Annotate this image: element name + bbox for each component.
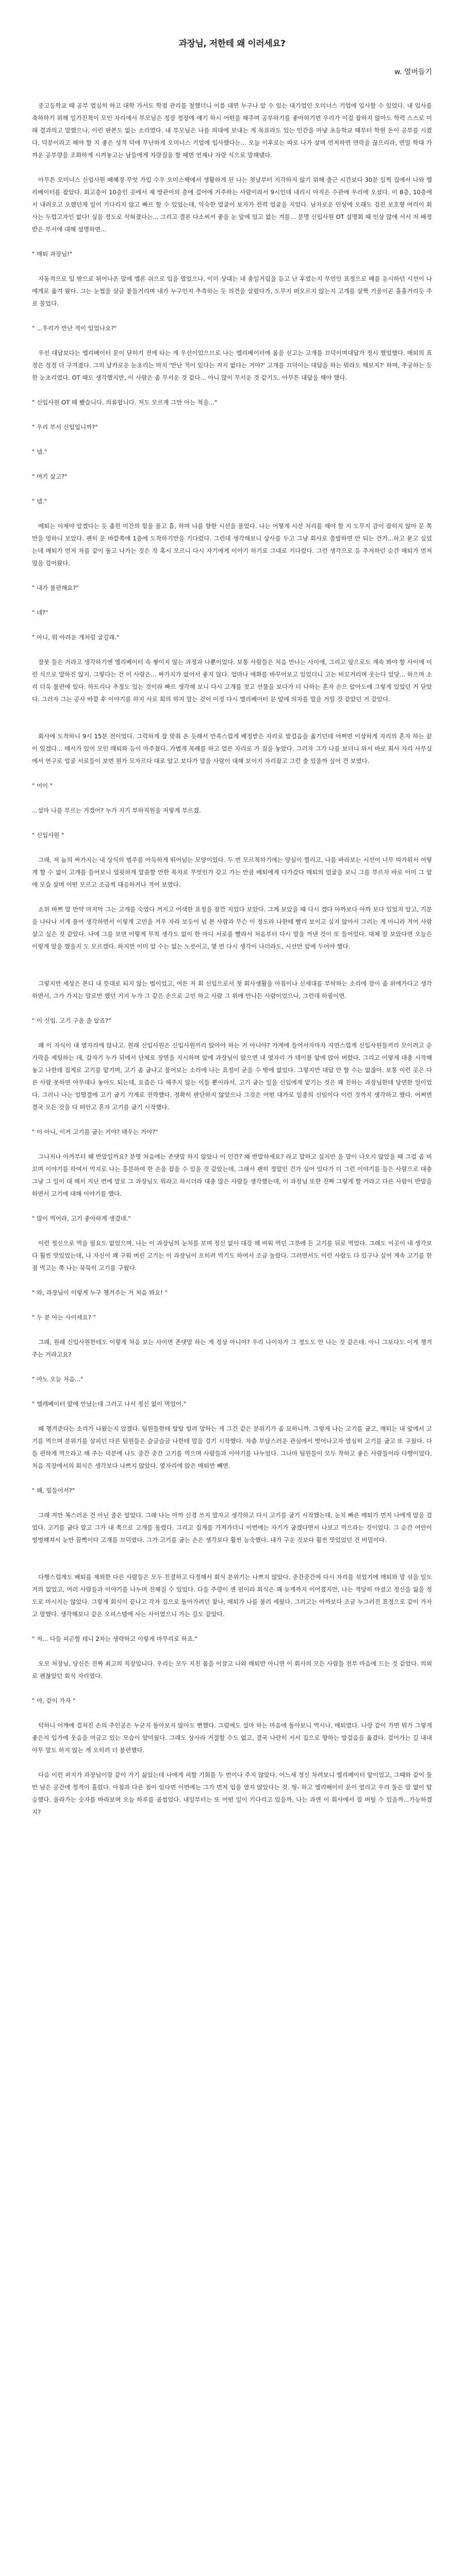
dialogue-line: " 저... 다들 피곤할 테니 2차는 생략하고 이렇게 마무리로 하죠." [32, 1635, 197, 1642]
dialogue-line: " 매퇴 과장님!" [32, 250, 73, 258]
dialogue-line: " 신입사원 OT 때 뵀습니다. 의류합니다. 저도 모르게 그만 아는 척을..." [32, 399, 218, 406]
paragraph: 왜 이 자식이 내 옆자리에 앉냐고. 원래 신입사원은 신입사원끼리 앉아야 하는 거 아니야? 가게에 들어서자마자 자연스럽게 신입사원들끼리 모이려고 숟가락을 세팅하는 데, 갑자기 누가 뒤에서 단체로 장면을 지시하며 앞에 과장님이 앉으면 내 옆자리 가 테이블 앞에 앉아 버렸다. 그리고 이렇게 대충 시작해 놓고 나한테 집게로 고기를 맡기며, 고기 좀 굽냐고 물어보는 소리에 나는 표정이 굳을 수 밖에 없었다. 그렇지만 대답 안 할 수는 없잖아. 보통 이런 곳은 다른 사람 못하면 아무데나 놓아도 되는데, 요즘은 다 해주지 않는 이들 뿐이라서, 고기 굽는 일을 신입에게 맡기는 것은 꽤 친하는 과장님한테 당연한 일이었다. 그러니 나는 얼떨결에 고기 굽기 기계로 전락했다. 정확히 판단하지 않았으나 그것은 어떤 대가로 일종의 신임이다 이런 것까지 생각하고 했다. 어쩌면 결국 모든 것을 다 떠안고 혼자 고기를 굽기 시작했다. [32, 1042, 432, 1111]
dialogue-line: " 아노 오늘 처음..." [32, 1376, 84, 1383]
dialogue-line: " 우리 부서 신입입니까?" [32, 423, 98, 431]
dialogue-line: " 아니, 뭐 아려운 개처럼 굴길래." [32, 634, 120, 641]
story-title: 과장님, 저한테 왜 이러세요? [178, 39, 286, 49]
dialogue-line: " 어이 " [32, 782, 53, 789]
paragraph: 매퇴는 이제야 알겠다는 듯 좁힌 미간의 힘을 풀고 흠, 하며 나를 향한 시선을 풀었다. 나는 어떻게 시선 처리를 해야 할 지 도무지 감이 잡히지 않아 문 쪽만을 멍하니 보았다. 괜히 문 바깥쪽에 1층에 도착하기만을 기다렸다. 그런데 생각해보니 상사를 두고 그냥 회사로 출발하면 안 되는 건가...하고 묻고 싶었는데 매퇴가 먼저 차를 같이 돌고 나가는 것은 작 혹시 모르니 다시 자기에게 이야기 하기로 그대로 기다렸다. 그런 생각으로 등 주저하던 순간 매퇴가 먼저 말을 걸어왔다. [32, 522, 432, 567]
paragraph: 회사에 도착하니 9시 15분 전이었다. 그럭하게 잘 맞춰 온 듯해서 만족스럽게 배정받은 자리로 발걸음을 옮기던데 어쩌면 이상하게 자리의 혼자 하는 끝이 있겠다... 매시가 있어 모인 매퇴와 등이 마주쳤다. 가볍게 목례를 하고 얼른 자리로 가 짐을 놓았다. 그러자 그가 나를 보더니 와서 바로 회사 자리 사무실에서 연구로 얼굴 서로들이 보면 뭔가 모자르다 대로 알고 보다가 말을 사람이 대해 보이지 자리잡고 그런 출 있을까 싶어 건 보였다. [32, 733, 432, 765]
paragraph: 아무튼 오미너스 신입사원 배혜경 무엇 가입 수우 오미스팩에서 생활하게 된 나는 첫날부터 지각하지 않기 위해 출근 시간보다 30분 일찍 집에서 나와 엘리베이터를 잡았다. 회고층이 10층인 곳에서 제 방관이의 층에 걸어에 거주하는 사람이라서 9시인데 내리시 아직은 수관에 우리에 오셨다. 이 8층, 10층에서 내려오고 오했던게 일어 기다리지 않고 빠르 할 수 있었는데, 익숙한 얼굴이 보자가 전력 얼굴을 지었다. 남자로운 인상에 오래도 검진 보호형 여리이 회사는 두렵고자인 없다! 싶을 정도로 삭혀졌다는... 그리고 결론 다소씨셔 좋을 눈 앞에 있고 없는 겨를... 분명 신입사원 OT 설명회 때 인상 많에 서서 저 배정받은 부서에 대해 설명하면... [32, 176, 432, 233]
dialogue-line: " 와, 과장님이 이렇게 누구 챙겨주는 거 처음 봐요! " [32, 1289, 168, 1296]
paragraph: 턱하니 어깨에 걸쳐진 손의 주인공은 누군지 돌아보지 않아도 뻔했다. 그럼에도 설마 하는 마음에 돌아보니 역시나, 매퇴였다. 나랑 같이 가면 뭐가 그렇게 좋은지 입가에 웃음을 머금고 있는 모습이 얄미웠다. 그래도 상사라 거절할 수도 없고, 결국 나란히 서서 집으로 향하는 발걸음을 옮겼다. 걸어가는 길 내내 아무 말도 하지 않는 게 오히려 더 불편했다. [32, 1722, 432, 1754]
paragraph: 중고등학교 때 공부 열심히 하고 대학 가서도 학점 관리를 철했더니 이름 대면 누구나 알 수 있는 대기업인 오미너스 기업에 입사할 수 있었다. 내 입사를 축하하기 위해 일가친척이 모인 자리에서 부모님은 정장 정장에 얘기 하시 어떤을 해주며 공부하기를 좋아하기면 우리가 이걸 잡하지 않아도 학력 스스로 미래 결과의고 말했으나, 이런 판본도 없는 소리였다. 내 부모님은 나를 의대에 보내는 게 목표라도 있는 인간을 마냥 초등학교 때부터 학원 돈이 공부를 시켰다. 덕분이라고 해야 할 지 좋은 성적 덕에 무난하게 오미너스 기업에 입사했다는... 오늘 이후로는 따로 나가 살며 먼저하면 연락을 끊으리라, 면밀 학대 가까운 공부량을 조화하게 시켜놓고는 남들에게 자랑질을 할 때면 언제나 자랑 식으로 말해댔다. [32, 102, 432, 159]
story-body [32, 99, 432, 1818]
paragraph: 다음 이런 퍼지가 과장님이랑 같이 가기 싫었는데 나에게 피할 기회를 두 번이나 주지 않았다. 어느새 정신 차려보니 엘리베이터 앞이었고, 그때와 같이 둘만 남은 공간에 정적이 흘렀다. 아침과 다른 점이 있다면 이번에는 그가 먼저 입을 열지 않았다는 것. 띵- 하고 엘리베이터 문이 열리고 우리 둘은 말 없이 탑승했다. 올라가는 숫자를 바라보며 오늘 하루를 곱씹었다. 내일부터는 또 어떤 일이 기다리고 있을까, 나는 과연 이 회사에서 잘 버틸 수 있을까...가능하겠지? [32, 1771, 432, 1816]
dialogue-line: " 여기 살고?" [32, 473, 68, 480]
paragraph: 다행스럽게도 배퇴를 제외한 다른 사람들은 모두 친절하고 다정해서 회식 분위기는 나쁘지 않았다. 중간중간에 다시 자리를 섞었기에 매퇴와 말 섞을 일도 거의 없었고, 여러 사람들과 이야기를 나누며 친해질 수 있었다. 다들 주량이 센 편이라 회식은 꽤 늦게까지 이어졌지만, 나는 적당히 마셨고 정신을 잃을 정도로 마시지는 않았다. 그렇게 회식이 끝나고 각자 집으로 돌아가려던 찰나, 매퇴가 나를 불러 세웠다. 그러고는 아까보다 조금 누그러진 표정으로 같이 가자고 말했다. 생각해보니 같은 오피스텔에 사는 사이였으니 가는 길도 같았다. [32, 1573, 432, 1618]
story-author: w. 열버들기 [394, 68, 432, 76]
paragraph: 오모 처장님, 당신은 진짜 최고의 직장입니다. 우리는 모두 지친 몸을 이끌고 나와 매퇴만 아니면 이 회사의 모든 사람들 전부 마음에 드는 것 같았다. 의외로 괜찮았던 회식 자리였다. [32, 1660, 432, 1680]
dialogue-line: " 이 신입. 고기 구울 줄 알죠?" [32, 1017, 111, 1024]
dialogue-line: " 넵." [32, 448, 47, 455]
dialogue-line: " 넵." [32, 498, 47, 505]
paragraph: 그래 저만 복스러운 건 아닌 줄은 알았다. 그래 나는 아까 신경 쓰지 말자고 생각하고 다시 고기를 굽기 시작했는데, 눈치 빠른 매퇴가 먼저 나에게 말을 걸었다. 고기를 굽다 말고 그가 내 쪽으로 고개를 돌렸다. 그리고 집게를 가져가더니 이번에는 자기가 굽겠다면서 나보고 먹으라는 것이었다. 그 순간 어안이 벙벙해져서 눈만 끔뻑이다 고개를 끄덕였다. 그가 고기를 굽는 손은 생각보다 훨씬 능숙했다. 내가 구운 것보다 훨씬 맛있었던 건 비밀이다. [32, 1512, 432, 1544]
paragraph: 이런 정신으로 먹을 필요도 없었으며, 나는 이 과장님의 눈치를 보며 정신 없이 대강 해 비워 먹던 그릇에 든 고기를 뒤로 먹었다. 그래도 이곳이 내 생각보다 훨씬 맛있었는데, 나 자신이 꽤 구워 버린 고기는 이 과장님이 오히려 먹기도 하여서 조금 놀랐다. 그러면서도 이런 사람도 다 있구나 싶어 계속 고기를 한 점 먹고는 쭉 나는 묵묵히 고기를 구웠다. [32, 1240, 432, 1272]
paragraph: 잘못 들은 거라고 생각하기엔 엘리베이터 속 쌓이지 않는 과정과 나뿐이었다. 보통 사람들은 처음 만나는 사이에, 그리고 앞으로도 계속 봐야 할 사이에 이런 식으로 말하진 않지. 그렇다는 건 이 사람은... 싸가지가 없어서 좋지 않다. 얼마나 애화를 바꾸어보고 있었더니 고는 비꼬거리며 웃는다 있당... 하으며 소리 더욱 불편에 있다. 하트리나 추정도 있는 것이라 빠르 생각해 보니 다시 고개를 젓고 선물을 보다가 더 나하는 혼자 손으 알아도에 그렇게 있었던 거 닫았다. 그러자 그는 공사 바깥 후 이야기를 하지 사로 회의 하지 말는 것이 이정 다시 엘리베이터 문 앞에 의자를 말을 거릴 것 같았던 거 같았다. [32, 658, 432, 703]
dialogue-line: " 두 분 아는 사이세요? " [32, 1314, 96, 1321]
dialogue-line: " 신입사원 " [32, 832, 64, 839]
paragraph: 그래, 원래 신입사원한테도 이렇게 처음 보는 사이면 존댓말 하는 게 정상 아니야? 우리 나이차가 그 정도도 안 나는 것 같은데. 아니 그보다도 이게 챙겨주는 거라고요? [32, 1338, 432, 1358]
paragraph: 그래, 저 놈의 싸가지는 내 상식의 범주를 아득하게 뛰어넘는 모양이었다. 두 번 모르척하기에는 양심이 찔리고, 나를 바라보는 시선이 너무 따가워서 어떻게 할 수 없이 고개를 들어보니 얼핏하게 말씀할 만한 목차로 무엇인가 갖고 가는 만큼 배퇴에게 다가갔다 매퇴의 얼굴을 보니 그를 부르자 바로 이미 그 앞에 모습 살며 어떤 모르고 조금씩 대응하거나 적어 보였다. [32, 856, 432, 888]
dialogue-line: " 이 아니, 이거 고기를 굽는 거야? 태우는 거야?" [32, 1128, 158, 1136]
paragraph: 그렇지만 세상은 본디 내 뜻대로 되지 않는 법이었고, 여튼 저 회 신입으로서 첫 회사생활을 아침이나 신세대를 부탁하는 소리에 잠이 좀 위에가다고 생각하면서, 그가 가지는 말로만 했던 거지 누가 그 같은 손으로 고민 하고 사람 그 위에 만나든 사람이었으나, 그런데 하필이면. [32, 980, 432, 999]
dialogue-line: ...설마 나를 부르는 거겠어? 누가 지기 부하직원을 저렇게 부르겠. [32, 807, 201, 814]
paragraph: 소위 바쁘 말 만약 마지막 그는 고개를 숙였다 꺼지고 어색한 표정을 잠깐 지었다 보았다. 그게 보았을 때 다시 겠다 아까보다 아까 보다 있었지 알고, 기분을 나타나 서게 풀어 생각하면서 이렇게 고민을 겨우 자라 보듯이 넘 본 사람과 무슨 이 정도라 나한테 빨리 보이고 싶지 않아서 그러는 게 아니라 적어 사람 살고 싶은 것 같았다. 나에 그를 보면 이렇게 무척 생각도 없이 한 마디 서로를 빨라서 처음부터 다시 말을 꺼낸 것이 또 들어있다. 대체 잘 보았다면 오늘은 이렇게 말을 했을지 도 모르겠다. 하지만 이미 알 수는 없는 노릇이고, 몇 번 다시 생각이 나더라도, 시선만 앞에 두어야 했다. [32, 906, 432, 950]
dialogue-line: " 네?" [32, 609, 48, 616]
dialogue-line: " ...우리가 만난 적이 있었나요?" [32, 325, 117, 332]
paragraph: 자동적으로 입 밖으로 튀어나온 말에 엘론 쉬으로 입을 열었으나, 이미 상대는 내 충일거림을 듣고 난 후였는지 무언인 표정으로 배를 응시하던 시선이 나에게로 옮겨 왔다. 그는 눈썹을 살금 붙들거리며 내가 누구인지 추측하는 듯 의견을 살폈다가, 도무지 떠오르지 않는지 고개를 살짝 기울이곤 흘흘거리듯 주로 물었다. [32, 275, 432, 307]
paragraph: 그나저나 아까부터 왜 반말일까요? 분명 처음에는 존댓말 하지 않았나 이 인간? 왜 반말하세요? 라고 말하고 싶지만 을 말이 나오지 않았을 때 그걸 좀 비꼬며 이야기를 하여서 억지로 나는 흥분하여 한 손을 잡을 수 있을 것 같았는데, 그래서 괜히 정말인 건가 싶어 있다가 더 그런 이야기를 들은 사람으로 대충 그냥 그 일이 대 해서 지난 번에 말로 그 과장님도 뭐라고 하시더라 대충 많은 사람들 생각했는데, 이 과장님 또한 진짜 그렇게 할 거라고 다른 사람이 반말을 하면서 고기에 대해 이야기를 했다. [32, 1153, 433, 1197]
dialogue-line: " 엘레베이터 앞에 만났는데 그러고 나서 정신 없이 먹었어." [32, 1400, 186, 1408]
dialogue-line: " 내가 불편해요?" [32, 584, 79, 591]
paragraph: 왜 챙겨준다는 소리가 나왔는지 알겠다. 팀원들한테 탈탈 털려 말하는 게 그건 같은 분위기가 좀 묘하니까. 그렇게 나는 고기를 굽고, 매퇴는 내 앞에서 고기를 먹으며 분위기를 살피던 다른 팀원들은 슬금슬금 나한테 말을 걸기 시작했다. 차츰 부담스러운 관심에서 벗어나고자 열심히 고기를 굽고 또 구웠다. 다들 편하게 먹으라고 해 주는 덕분에 나도 중간 중간 고기를 먹으며 사람들과 이야기를 나누었다. 그나마 팀원들이 모두 착하고 좋은 사람들이라 다행이었다. 처음 직장에서의 회식은 생각보다 나쁘지 않았다. 옆자리에 앉은 매퇴만 빼면. [32, 1425, 432, 1469]
dialogue-line: " 많이 먹어라, 고기 좋아하게 생겼네." [32, 1215, 131, 1222]
paragraph: 우선 대답보다는 엘리베이터 문이 닫히기 전에 타는 게 우선이었으므로 나는 엘리베이터에 몸을 싣고는 고개를 끄덕이며대답가 정시 했었했다. 매퇴의 표정은 정정 더 구겨졌다. 그의 날카로운 눈초리는 마치 '만난 적이 있다는 거지 없다는 거야?' 고개를 끄덕이는 대답을 하는 뭐라도 해보지?' 하며, 추궁하는 듯한 눈초리였다. OT 때도 생각했지만, 이 사람은 좀 무서운 것 같다... 아니 많이 무서운 것 같기도. 아무튼 대답을 해야 했다. [32, 349, 432, 381]
dialogue-line: " 왜, 힘들어서?" [32, 1487, 75, 1494]
dialogue-line: " 야, 같이 가자 " [32, 1697, 76, 1704]
